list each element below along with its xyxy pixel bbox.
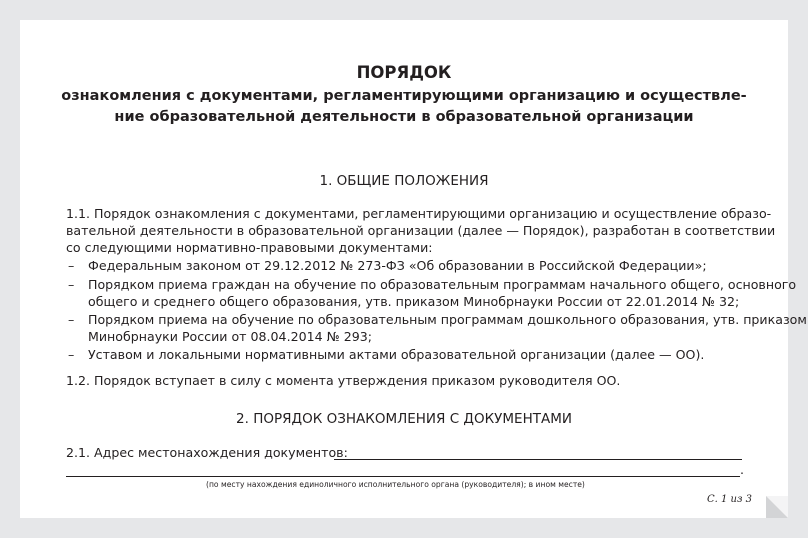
list-dash: – — [68, 347, 75, 362]
section-1-heading: 1. ОБЩИЕ ПОЛОЖЕНИЯ — [319, 173, 489, 189]
page-number: С. 1 из 3 — [707, 494, 752, 505]
section-2-heading: 2. ПОРЯДОК ОЗНАКОМЛЕНИЯ С ДОКУМЕНТАМИ — [236, 411, 572, 427]
paragraph-1-2: 1.2. Порядок вступает в силу с момента утверждения приказом руководителя ОО. — [66, 373, 621, 388]
address-fill-line-1 — [334, 459, 742, 460]
paragraph-2-1-label: 2.1. Адрес местонахождения документов: — [66, 445, 348, 460]
document-page — [20, 20, 807, 518]
list-dash: – — [68, 258, 75, 273]
list-item-2-line-2: общего и среднего общего образования, утв. приказом Минобрнауки России от 22.01.2014 № 32; — [88, 294, 740, 309]
document-title: ПОРЯДОК — [356, 63, 452, 82]
paragraph-1-1-line-2: вательной деятельности в образовательной организации (далее — Порядок), разработан в соответствии — [66, 223, 776, 238]
list-item-3-line-1: Порядком приема на обучение по образовательным программам дошкольного образования, утв. приказом — [88, 312, 807, 327]
list-dash: – — [68, 277, 75, 292]
page-corner-fold — [766, 496, 788, 518]
list-item-1-line-1: Федеральным законом от 29.12.2012 № 273-ФЗ «Об образовании в Российской Федерации»; — [88, 258, 707, 273]
paragraph-1-1-line-1: 1.1. Порядок ознакомления с документами, регламентирующими организацию и осуществление образо- — [66, 206, 772, 221]
line-end-dot: . — [740, 462, 745, 477]
document-subtitle-line-2: ние образовательной деятельности в образовательной организации — [114, 109, 694, 125]
list-item-3-line-2: Минобрнауки России от 08.04.2014 № 293; — [88, 329, 373, 344]
document-subtitle-line-1: ознакомления с документами, регламентирующими организацию и осуществле- — [61, 88, 747, 104]
address-fill-line-2 — [66, 476, 740, 477]
list-dash: – — [68, 312, 75, 327]
list-item-4-line-1: Уставом и локальными нормативными актами образовательной организации (далее — ОО). — [88, 347, 705, 362]
list-item-2-line-1: Порядком приема граждан на обучение по образовательным программам начального общего, основного — [88, 277, 797, 292]
field-note: (по месту нахождения единоличного исполнительного органа (руководителя); в ином месте) — [206, 480, 585, 489]
paragraph-1-1-line-3: со следующими нормативно-правовыми документами: — [66, 240, 433, 255]
